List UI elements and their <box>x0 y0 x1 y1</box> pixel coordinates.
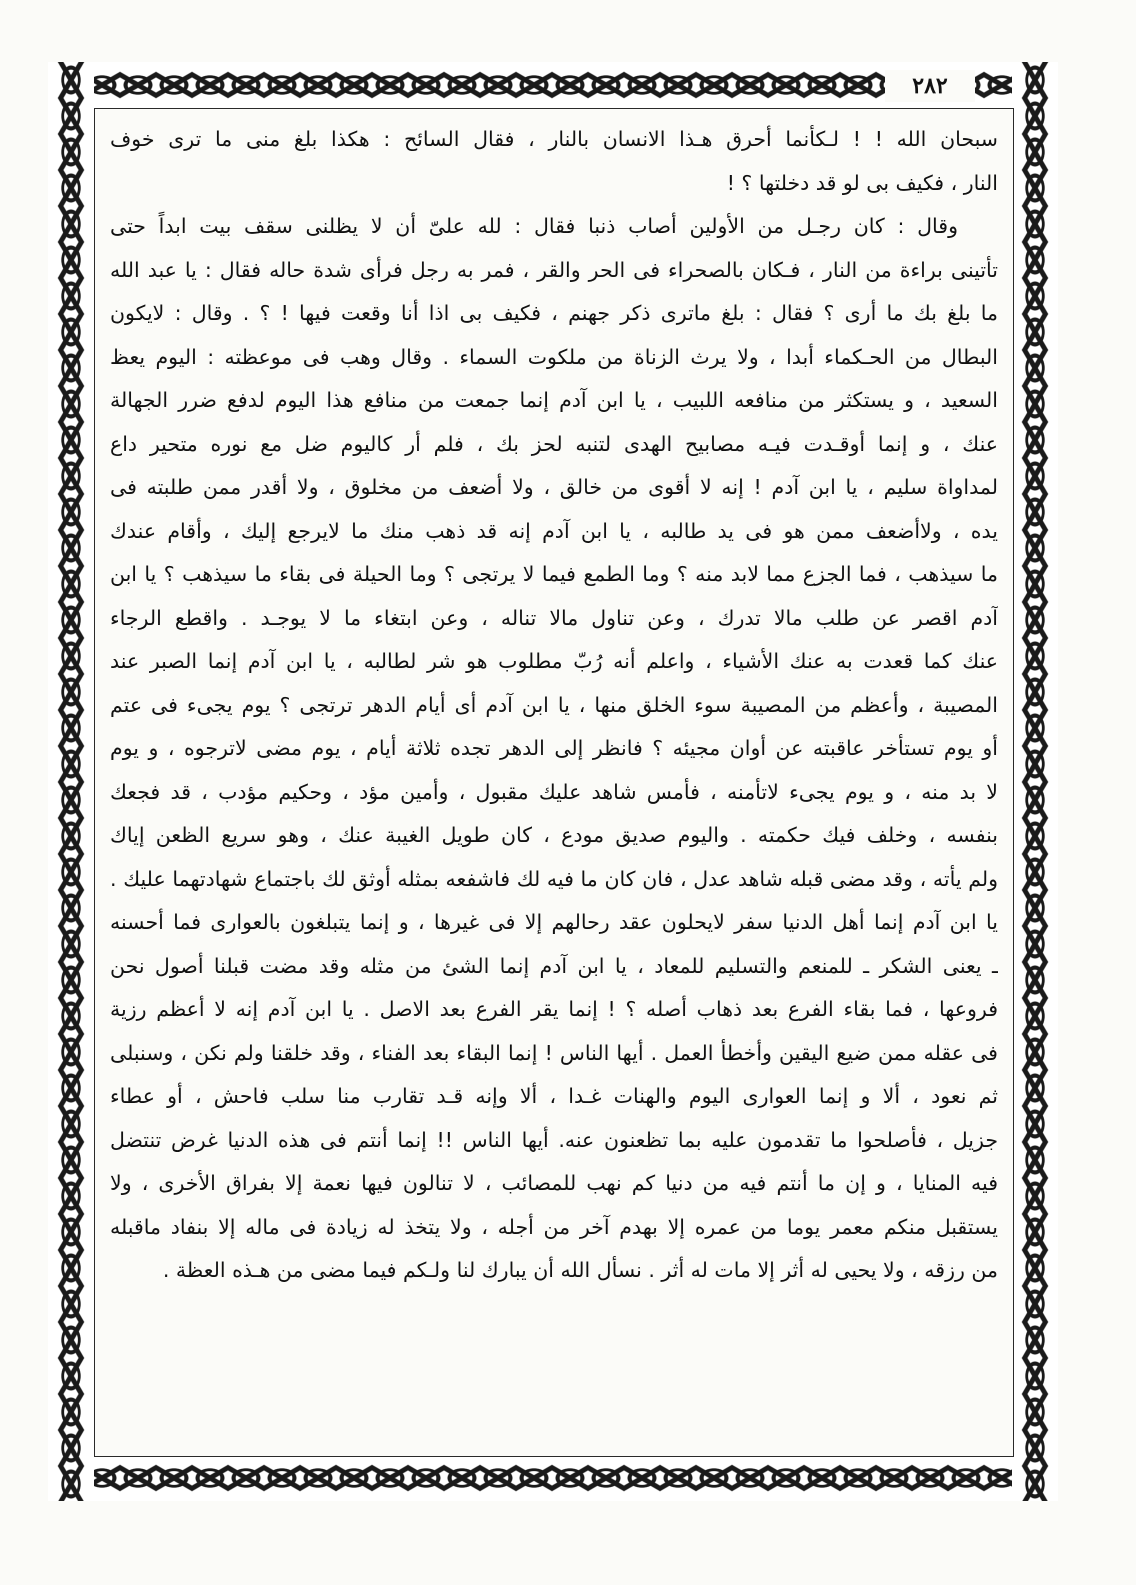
text-line: ما سيذهب ، فما الجزع مما لابد منه ؟ وما الطمع فيما لا يرتجى ؟ وما الحيلة فى بقاء ما سيذهب ؟ يا ابن <box>110 562 998 586</box>
paragraph-1 <box>110 118 998 205</box>
text-line: عنك كما قعدت به عنك الأشياء ، واعلم أنه رُبّ مطلوب هو شر لطالبه ، يا ابن آدم إنما الصبر عند <box>110 649 998 673</box>
text-line: جزيل ، فأصلحوا ما تقدمون عليه بما تظعنون عنه. أيها الناس !! إنما أنتم فى هذه الدنيا غرض تنتضل <box>110 1127 998 1152</box>
text-line: آدم اقصر عن طلب مالا تدرك ، وعن تناول مالا تناله ، وعن ابتغاء ما لا يوجـد . واقطع الرجاء <box>110 605 998 630</box>
text-line: فى عقله ممن ضيع اليقين وأخطأ العمل . أيها الناس ! إنما البقاء بعد الفناء ، وقد خلقنا ولم نكن ، وسنبلى <box>110 1040 998 1065</box>
text-line: ولم يأته ، وقد مضى قبله شاهد عدل ، فان كان ما فيه لك فاشفعه بمثله أوثق لك باجتماع شهادتهما عليك . <box>110 866 998 891</box>
page-number: ٢٨٢ <box>885 70 975 102</box>
text-line: تأتينى براءة من النار ، فـكان بالصحراء فى الحر والقر ، فمر به رجل فرأى شدة حاله فقال : يا عبد الله <box>110 257 998 282</box>
text-line: النار ، فكيف بى لو قد دخلتها ؟ ! <box>726 170 998 195</box>
text-line: ثم نعود ، ألا و إنما العوارى اليوم والهنات غـدا ، ألا وإنه قـد تقارب منا سلب فاحش ، أو عطاء <box>110 1084 998 1108</box>
text-line: عنك ، و إنما أوقـدت فيـه مصابيح الهدى لتنبه لحز بك ، فلم أر كاليوم ضل مع نوره متحير داع <box>110 431 998 456</box>
text-line: أو يوم تستأخر عاقبته عن أوان مجيئه ؟ فانظر إلى الدهر تجده ثلاثة أيام ، يوم مضى لاترجوه ، و يوم <box>110 736 998 760</box>
paragraph-2 <box>110 205 998 1293</box>
text-line: المصيبة ، وأعظم من المصيبة سوء الخلق منها ، يا ابن آدم أى أيام الدهر ترتجى ؟ يوم يجىء فى عتم <box>110 692 998 717</box>
text-line: لمداواة سليم ، يا ابن آدم ! إنه لا أقوى من خالق ، ولا أضعف من مخلوق ، ولا أقدر ممن طلبته فى <box>110 475 998 499</box>
text-line: وقال : كان رجـل من الأولين أصاب ذنبا فقال : لله علىّ أن لا يظلنى سقف بيت ابداً حتى <box>110 214 958 238</box>
text-line: فيه المنايا ، و إن ما أنتم فيه من دنيا كم نهب للمصائب ، لا تنالون فيها نعمة إلا بفراق الأخرى ، ولا <box>110 1171 998 1195</box>
text-line: ـ يعنى الشكر ـ للمنعم والتسليم للمعاد ، يا ابن آدم إنما الشئ من مثله وقد مضت قبلنا أصول نحن <box>110 953 998 978</box>
text-line: يا ابن آدم إنما أهل الدنيا سفر لايحلون عقد رحالهم إلا فى غيرها ، و إنما يتبلغون بالعوارى فما أحسنه <box>110 910 998 934</box>
text-line: البطال من الحـكماء أبدا ، ولا يرث الزناة من ملكوت السماء . وقال وهب فى موعظته : اليوم يعظ <box>110 344 998 369</box>
text-line: فروعها ، فما بقاء الفرع بعد ذهاب أصله ؟ ! إنما يقر الفرع بعد الاصل . يا ابن آدم إنه لا أعظم رزية <box>110 997 998 1021</box>
text-line: من رزقه ، ولا يحيى له أثر إلا مات له أثر . نسأل الله أن يبارك لنا ولـكم فيما مضى من هـذه العظة . <box>162 1258 998 1282</box>
decorative-border-right <box>1012 62 1058 1501</box>
text-line: يستقبل منكم معمر يوما من عمره إلا بهدم آخر من أجله ، ولا يتخذ له زيادة فى ماله إلا بنفاد ماقبله <box>110 1214 998 1239</box>
text-line: سبحان الله ! ! لـكأنما أحرق هـذا الانسان بالنار ، فقال السائح : هكذا بلغ منى ما ترى خوف <box>110 127 998 151</box>
main-text <box>110 118 998 1293</box>
text-line: يده ، ولاأضعف ممن هو فى يد طالبه ، يا ابن آدم إنه قد ذهب منك ما لايرجع إليك ، وأقام عندك <box>110 518 998 543</box>
decorative-border-bottom <box>48 1455 1058 1501</box>
text-line: بنفسه ، وخلف فيك حكمته . واليوم صديق مودع ، كان طويل الغيبة عنك ، وهو سريع الظعن إياك <box>110 823 998 847</box>
text-line: لا بد منه ، و يوم يجىء لاتأمنه ، فأمس شاهد عليك مقبول ، وأمين مؤد ، وحكيم مؤدب ، قد فجعك <box>110 779 998 804</box>
text-line: ما بلغ بك ما أرى ؟ فقال : بلغ ماترى ذكر جهنم ، فكيف بى اذا أنا وقعت فيها ! ؟ . وقال : لايكون <box>110 301 998 325</box>
decorative-border-left <box>48 62 94 1501</box>
text-line: السعيد ، و يستكثر من منافعه اللبيب ، يا ابن آدم إنما جمعت من منافع هذا اليوم لدفع ضرر الجهالة <box>110 388 998 412</box>
